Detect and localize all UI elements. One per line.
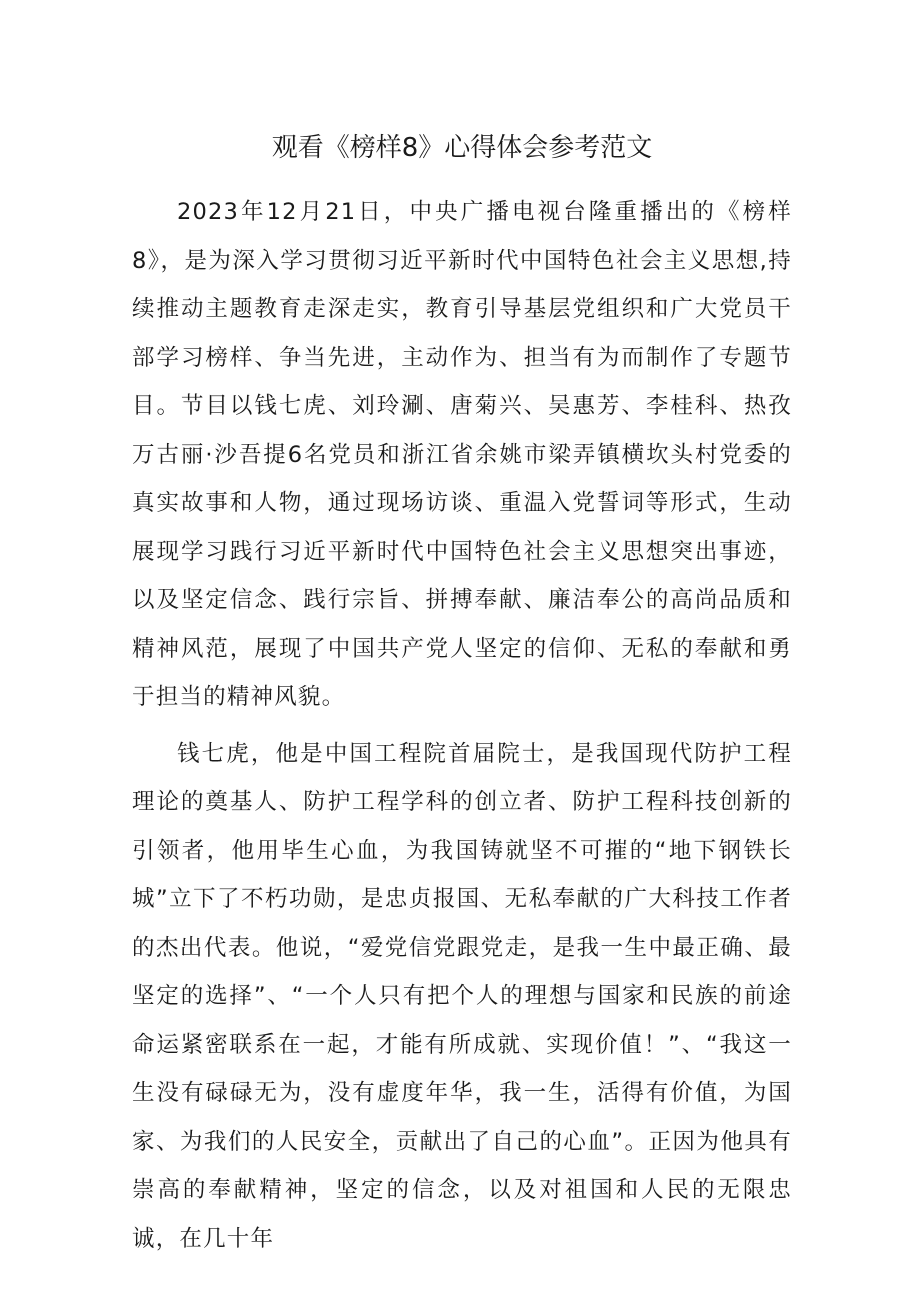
paragraph-2: 钱七虎，他是中国工程院首届院士，是我国现代防护工程理论的奠基人、防护工程学科的创立者、防护工程科技创新的引领者，他用毕生心血，为我国铸就坚不可摧的“地下钢铁长城”立下了不朽功勋，是忠贞报国、无私奉献的广大科技工作者的杰出代表。他说，“爱党信党跟党走，是我一生中最正确、最坚定的选择”、“一个人只有把个人的理想与国家和民族的前途命运紧密联系在一起，才能有所成就、实现价值！”、“我这一生没有碌碌无为，没有虚度年华，我一生，活得有价值，为国家、为我们的人民安全，贡献出了自己的心血”。正因为他具有崇高的奉献精神，坚定的信念，以及对祖国和人民的无限忠诚，在几十年	[132, 740, 792, 1252]
paragraph-1: 2023年12月21日，中央广播电视台隆重播出的《榜样8》，是为深入学习贯彻习近平新时代中国特色社会主义思想,持续推动主题教育走深走实，教育引导基层党组织和广大党员干部学习榜样、争当先进，主动作为、担当有为而制作了专题节目。节目以钱七虎、刘玲涮、唐菊兴、吴惠芳、李桂科、热孜万古丽·沙吾提6名党员和浙江省余姚市梁弄镇横坎头村党委的真实故事和人物，通过现场访谈、重温入党誓词等形式，生动展现学习践行习近平新时代中国特色社会主义思想突出事迹，以及坚定信念、践行宗旨、拼搏奉献、廉洁奉公的高尚品质和精神风范，展现了中国共产党人坚定的信仰、无私的奉献和勇于担当的精神风貌。	[132, 199, 792, 710]
document-title: 观看《榜样8》心得体会参考范文	[271, 133, 653, 163]
